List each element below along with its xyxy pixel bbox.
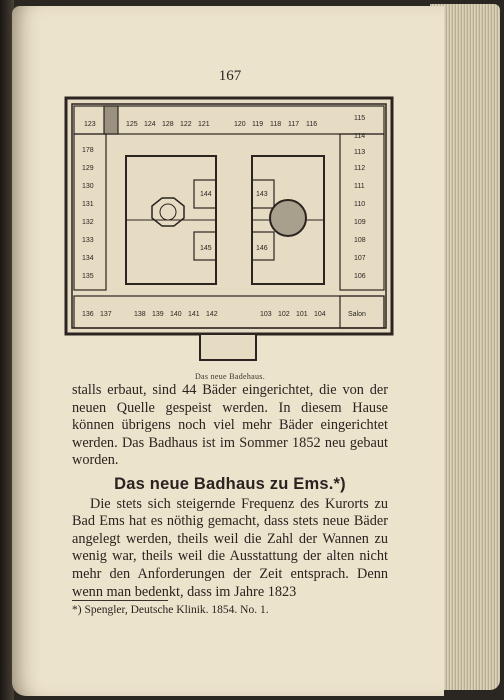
floorplan-figure: [64, 96, 394, 368]
room-label: 146: [256, 245, 268, 252]
room-label: 107: [354, 255, 366, 262]
footnote: *) Spengler, Deutsche Klinik. 1854. No. 1.: [72, 604, 269, 616]
room-label: 141: [188, 311, 200, 318]
room-label: 119: [252, 121, 264, 128]
room-label: 138: [134, 311, 146, 318]
room-label: 145: [200, 245, 212, 252]
room-label: 130: [82, 183, 94, 190]
room-label: 114: [354, 133, 366, 140]
paragraph-continuation: stalls erbaut, sind 44 Bäder eingerichtet, die von der neuen Quelle gespeist werden. In diesem Hause können übrigens noch viel mehr Bäder eingerichtet werden. Das Badhaus ist im Sommer 1852 neu gebaut worden.: [72, 382, 388, 469]
room-label: 131: [82, 201, 94, 208]
room-label: 132: [82, 219, 94, 226]
room-label-salon: Salon: [348, 311, 366, 318]
room-label: 117: [288, 121, 300, 128]
room-label: 111: [354, 183, 365, 190]
room-label: 120: [234, 121, 246, 128]
room-label: 135: [82, 273, 94, 280]
room-label: 124: [144, 121, 156, 128]
room-label: 121: [198, 121, 210, 128]
room-label: 142: [206, 311, 218, 318]
paragraph: Die stets sich steigernde Frequenz des Kurorts zu Bad Ems hat es nöthig gemacht, dass stets neue Bäder angelegt werden, theils weil die Zahl der Wannen zu wenig war, theils weil die Ausstattung der alten nicht mehr den Anforderungen der Zeit entsprach. Denn wenn man bedenkt, dass im Jahre 1823: [72, 495, 388, 600]
section-heading: Das neue Badhaus zu Ems.*): [114, 474, 346, 493]
room-label: 178: [82, 147, 94, 154]
room-label: 128: [162, 121, 174, 128]
room-label: 143: [256, 191, 268, 198]
room-label: 133: [82, 237, 94, 244]
body-text: [72, 382, 388, 601]
room-label: 144: [200, 191, 212, 198]
room-label: 102: [278, 311, 290, 318]
room-label: 106: [354, 273, 366, 280]
room-label: 103: [260, 311, 272, 318]
room-label: 113: [354, 149, 366, 156]
room-label: 123: [84, 121, 96, 128]
room-label: 104: [314, 311, 326, 318]
room-label: 108: [354, 237, 366, 244]
room-label: 140: [170, 311, 182, 318]
room-label: 129: [82, 165, 94, 172]
room-label: 118: [270, 121, 282, 128]
room-label: 122: [180, 121, 192, 128]
room-label: 139: [152, 311, 164, 318]
figure-caption: Das neue Badehaus.: [194, 372, 266, 381]
room-label: 137: [100, 311, 112, 318]
page-number: 167: [218, 68, 242, 84]
room-label: 109: [354, 219, 366, 226]
room-label: 101: [296, 311, 308, 318]
room-label: 125: [126, 121, 138, 128]
room-label: 134: [82, 255, 94, 262]
room-label: 116: [306, 121, 318, 128]
room-label: 136: [82, 311, 94, 318]
room-label: 115: [354, 115, 366, 122]
footnote-rule: [72, 600, 168, 601]
room-label: 112: [354, 165, 366, 172]
room-label: 110: [354, 201, 366, 208]
